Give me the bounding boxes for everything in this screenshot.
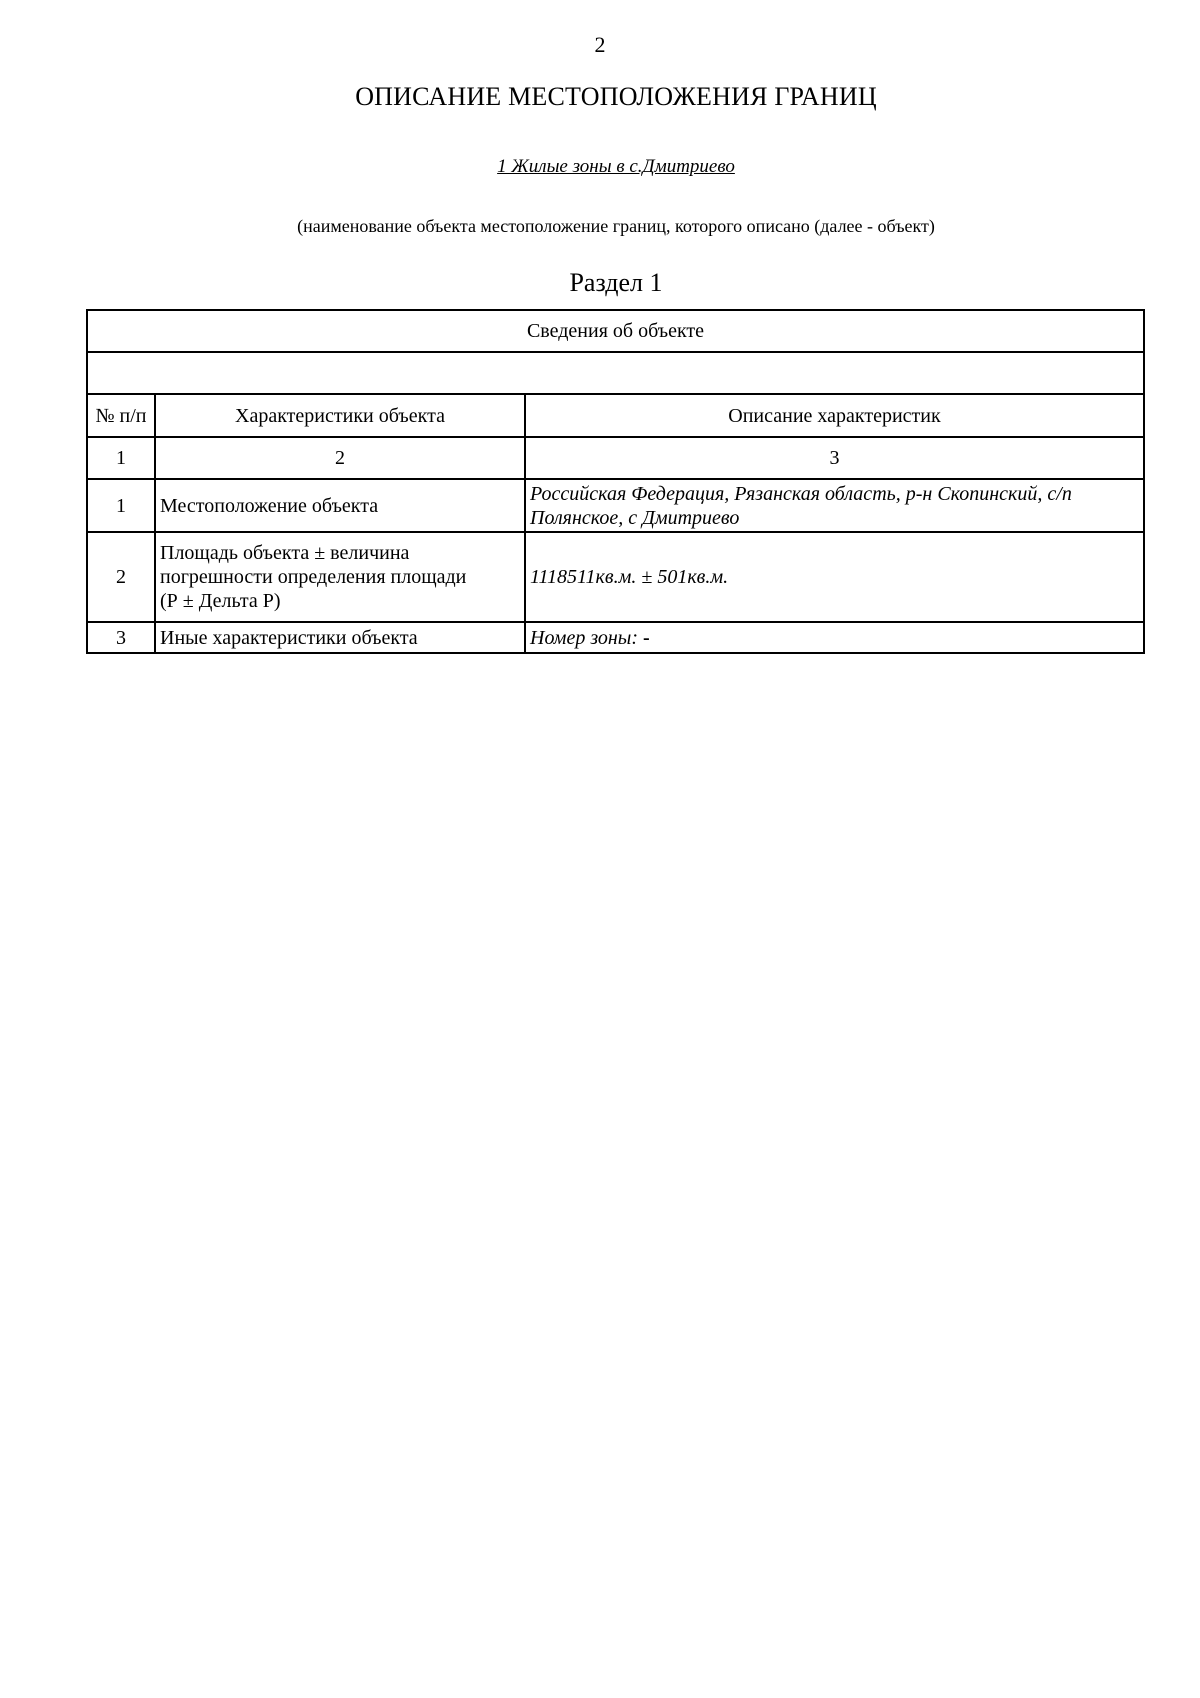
object-info-table (86, 309, 1145, 654)
table-empty-row (87, 352, 1144, 394)
row-description-line: Российская Федерация, Рязанская область, р-н Скопинский, с/п (530, 482, 1072, 505)
object-name-caption: (наименование объекта местоположение границ, которого описано (далее - объект) (297, 216, 935, 236)
document-title: ОПИСАНИЕ МЕСТОПОЛОЖЕНИЯ ГРАНИЦ (355, 82, 877, 111)
header-description: Описание характеристик (525, 394, 1144, 437)
row-description (525, 622, 1144, 653)
row-characteristic: Местоположение объекта (155, 479, 525, 532)
section-title: Раздел 1 (569, 268, 663, 297)
row-description-line: Полянское, с Дмитриево (530, 506, 740, 529)
table-column-numbers-row (87, 437, 1144, 479)
row-characteristic-line: (Р ± Дельта Р) (160, 590, 281, 612)
table-header-row (87, 394, 1144, 437)
zone-number-value: - (643, 626, 650, 649)
row-description (525, 479, 1144, 532)
object-name (0, 156, 1200, 178)
table-row (87, 479, 1144, 532)
column-number-1: 1 (87, 437, 155, 479)
row-characteristic: Иные характеристики объекта (155, 622, 525, 653)
row-num: 1 (87, 479, 155, 532)
header-num: № п/п (87, 394, 155, 437)
table-row (87, 622, 1144, 653)
page-number: 2 (594, 32, 606, 57)
header-characteristic: Характеристики объекта (155, 394, 525, 437)
row-characteristic-line: погрешности определения площади (160, 566, 467, 588)
row-num: 2 (87, 532, 155, 622)
table-heading-row (87, 310, 1144, 352)
table-empty-cell (87, 352, 1144, 394)
row-characteristic-line: Площадь объекта ± величина (160, 542, 410, 564)
row-description: 1118511кв.м. ± 501кв.м. (525, 532, 1144, 622)
row-characteristic (155, 532, 525, 622)
column-number-3: 3 (525, 437, 1144, 479)
row-num: 3 (87, 622, 155, 653)
object-name-text: 1 Жилые зоны в с.Дмитриево (497, 156, 735, 177)
column-number-2: 2 (155, 437, 525, 479)
table-row (87, 532, 1144, 622)
table-heading: Сведения об объекте (87, 310, 1144, 352)
zone-number-label: Номер зоны: (530, 626, 638, 649)
